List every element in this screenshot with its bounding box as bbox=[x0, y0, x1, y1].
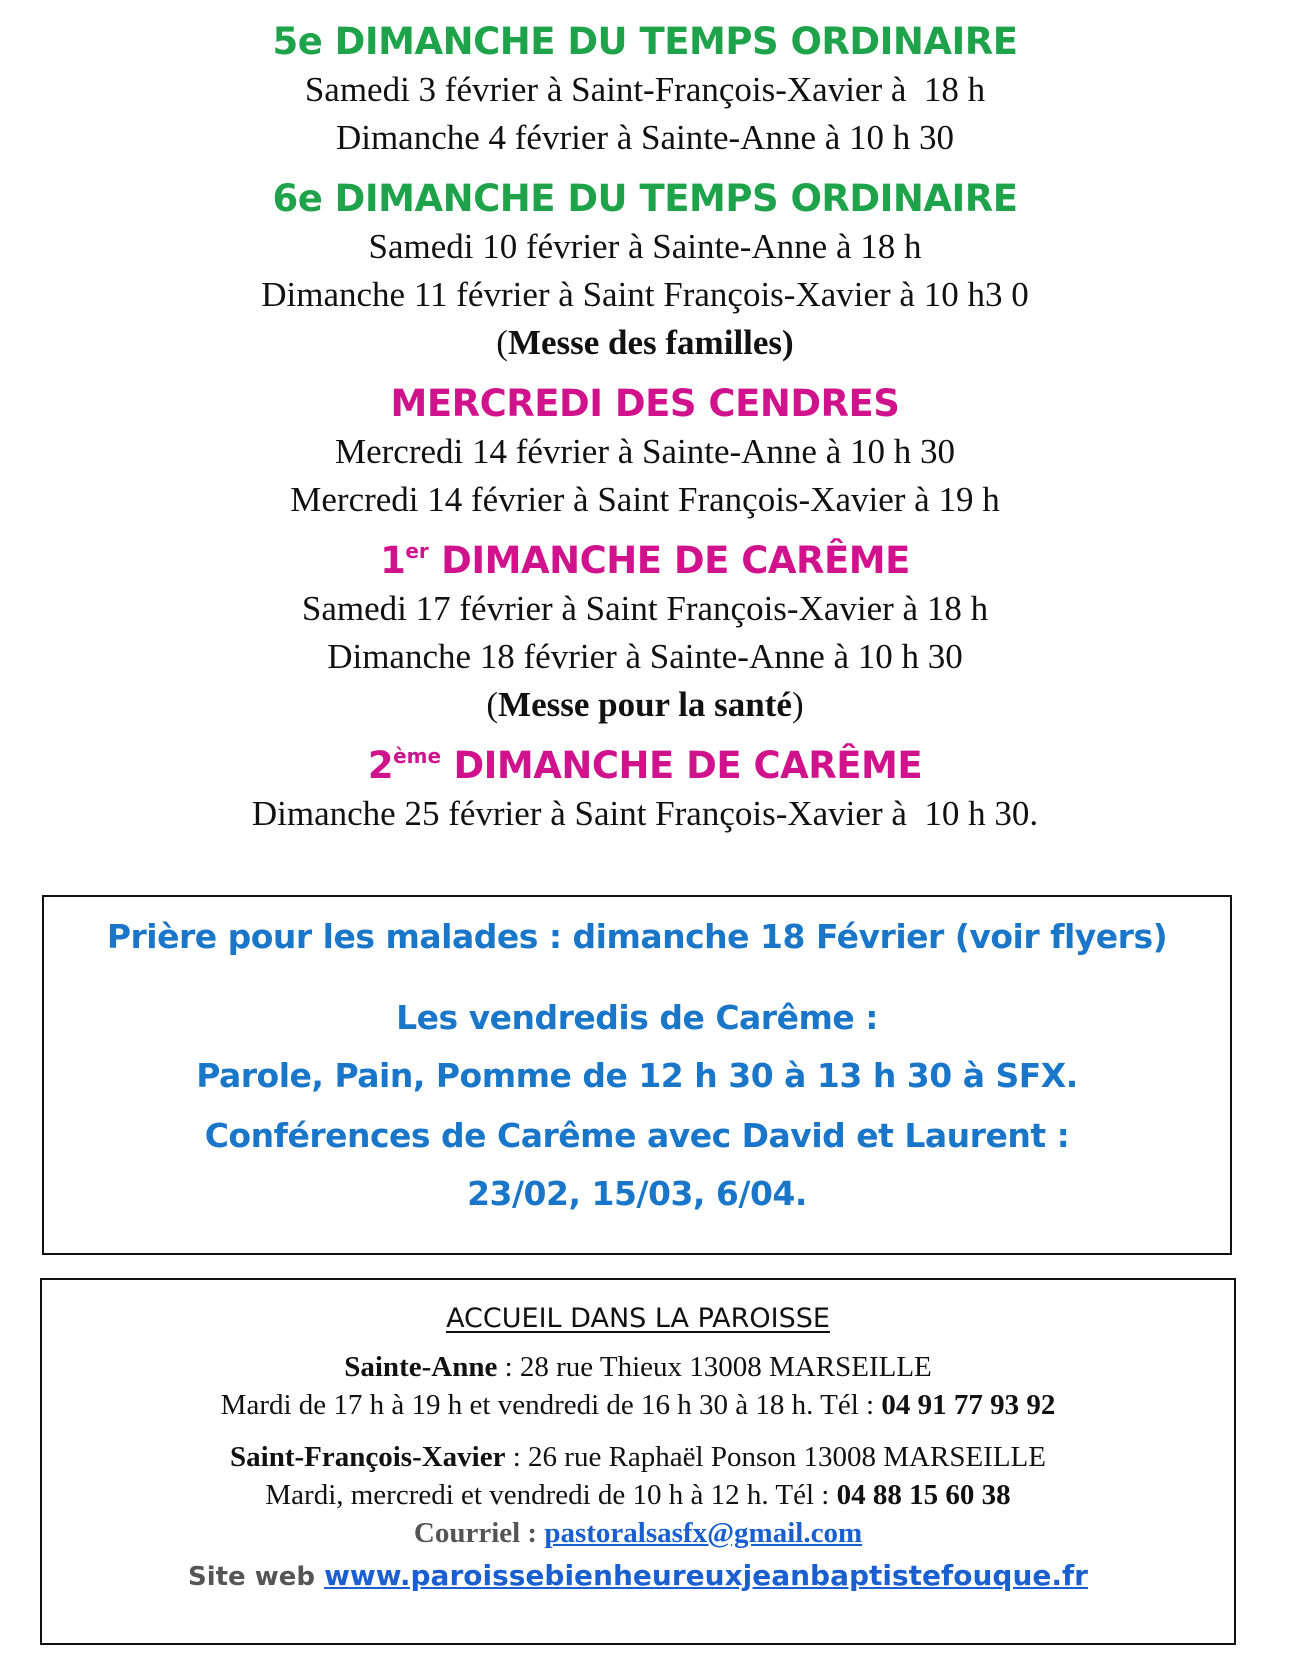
mass-note-text: Messe des familles bbox=[507, 323, 783, 362]
vendredis-title: Les vendredis de Carême : bbox=[396, 998, 878, 1037]
section-mercredi-cendres bbox=[0, 380, 1290, 524]
heading-text: DIMANCHE DE CARÊME bbox=[441, 744, 923, 787]
mass-note-text: Messe pour la santé bbox=[498, 685, 792, 724]
heading-number: 1 bbox=[380, 539, 406, 582]
schedule-line: Samedi 3 février à Saint-François-Xavier à 18 h bbox=[304, 70, 986, 109]
mass-schedule bbox=[0, 18, 1290, 851]
section-heading: 6e DIMANCHE DU TEMPS ORDINAIRE bbox=[272, 177, 1018, 220]
sainte-anne-address: Sainte-Anne : 28 rue Thieux 13008 MARSEILLE bbox=[344, 1351, 932, 1383]
section-heading: MERCREDI DES CENDRES bbox=[390, 382, 900, 425]
website-label: Site web bbox=[187, 1562, 325, 1592]
heading-number: 2 bbox=[367, 744, 394, 787]
website-line bbox=[42, 1556, 1234, 1597]
section-2eme-careme bbox=[0, 742, 1290, 838]
schedule-line: Dimanche 4 février à Sainte-Anne à 10 h 30 bbox=[335, 118, 955, 157]
schedule-line: Dimanche 18 février à Sainte-Anne à 10 h 30 bbox=[327, 637, 963, 676]
email-line bbox=[42, 1514, 1234, 1552]
schedule-line: Mercredi 14 février à Sainte-Anne à 10 h 30 bbox=[334, 432, 956, 471]
schedule-line: Samedi 10 février à Sainte-Anne à 18 h bbox=[368, 227, 922, 266]
section-1er-careme bbox=[0, 537, 1290, 729]
heading-ordinal: ème bbox=[393, 744, 442, 768]
section-heading bbox=[0, 537, 1290, 585]
section-heading: 5e DIMANCHE DU TEMPS ORDINAIRE bbox=[272, 20, 1018, 63]
sainte-anne-phone: 04 91 77 93 92 bbox=[881, 1389, 1056, 1421]
heading-ordinal: er bbox=[405, 539, 429, 563]
section-5e-dimanche bbox=[0, 18, 1290, 162]
heading-text: DIMANCHE DE CARÊME bbox=[428, 539, 910, 582]
conferences-dates: 23/02, 15/03, 6/04. bbox=[467, 1174, 807, 1213]
email-label: Courriel : bbox=[413, 1517, 545, 1549]
sainte-anne-name: Sainte-Anne bbox=[344, 1351, 498, 1383]
sfx-address: Saint-François-Xavier : 26 rue Raphaël Ponson 13008 MARSEILLE bbox=[230, 1441, 1046, 1473]
sfx-phone: 04 88 15 60 38 bbox=[836, 1479, 1011, 1511]
schedule-line: Mercredi 14 février à Saint François-Xavier à 19 h bbox=[290, 480, 1000, 519]
sfx-name: Saint-François-Xavier bbox=[230, 1441, 506, 1473]
mass-note: (Messe des familles) bbox=[496, 323, 794, 362]
sainte-anne-hours: Mardi de 17 h à 19 h et vendredi de 16 h 30 à 18 h. Tél : 04 91 77 93 92 bbox=[220, 1389, 1056, 1421]
vendredis-careme bbox=[44, 989, 1230, 1105]
conferences-careme bbox=[44, 1107, 1230, 1223]
accueil-title: ACCUEIL DANS LA PAROISSE bbox=[446, 1303, 830, 1334]
email-link[interactable]: pastoralsasfx@gmail.com bbox=[544, 1517, 863, 1549]
announcements-box bbox=[42, 895, 1232, 1255]
mass-note: (Messe pour la santé) bbox=[486, 685, 804, 724]
accueil-box bbox=[40, 1278, 1236, 1645]
schedule-line: Samedi 17 février à Saint François-Xavier à 18 h bbox=[301, 589, 989, 628]
website-link[interactable]: www.paroissebienheureuxjeanbaptistefouque.fr bbox=[324, 1559, 1088, 1592]
sfx-hours: Mardi, mercredi et vendredi de 10 h à 12 h. Tél : 04 88 15 60 38 bbox=[265, 1479, 1011, 1511]
vendredis-detail: Parole, Pain, Pomme de 12 h 30 à 13 h 30 à SFX. bbox=[196, 1056, 1078, 1095]
schedule-line: Dimanche 25 février à Saint François-Xavier à 10 h 30. bbox=[251, 794, 1039, 833]
priere-malades: Prière pour les malades : dimanche 18 Février (voir flyers) bbox=[106, 917, 1168, 956]
schedule-line: Dimanche 11 février à Saint François-Xavier à 10 h3 0 bbox=[261, 275, 1029, 314]
conferences-title: Conférences de Carême avec David et Laurent : bbox=[204, 1116, 1070, 1155]
section-6e-dimanche bbox=[0, 175, 1290, 367]
section-heading bbox=[0, 742, 1290, 790]
